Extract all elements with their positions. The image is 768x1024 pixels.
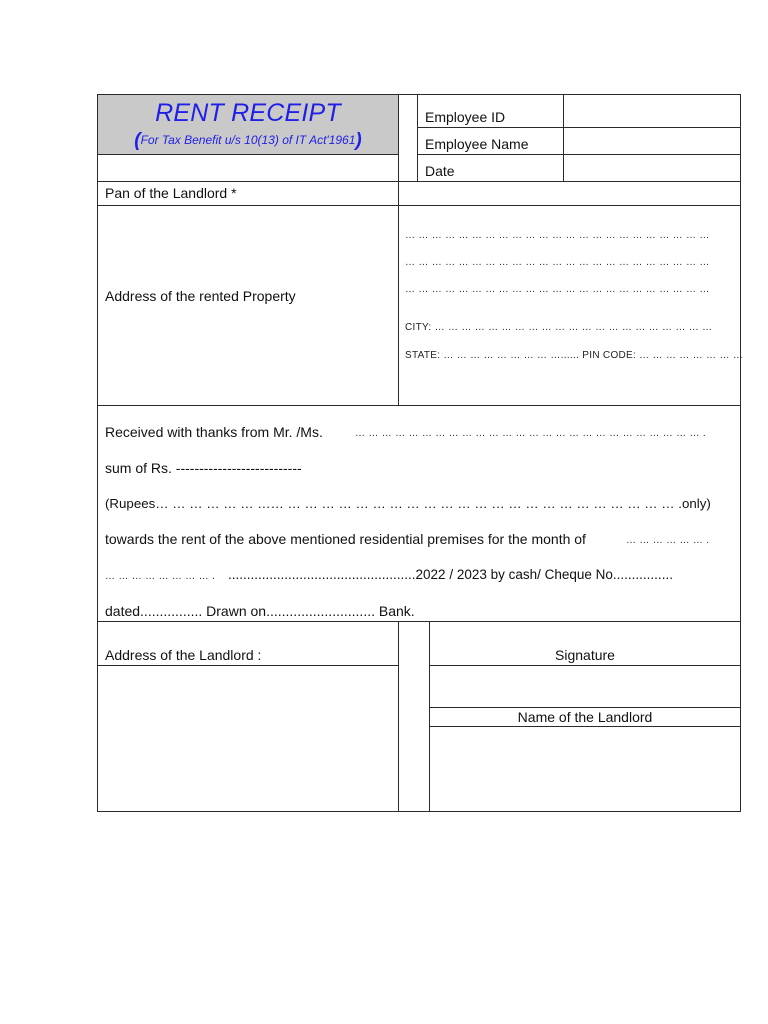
date-field[interactable] bbox=[564, 155, 740, 181]
rent-month-text: towards the rent of the above mentioned residential premises for the month of bbox=[105, 531, 586, 547]
landlord-name-field[interactable] bbox=[430, 727, 740, 811]
employee-name-field[interactable] bbox=[564, 128, 740, 154]
sum-of-rs-line[interactable]: sum of Rs. --------------------------- bbox=[105, 460, 302, 476]
subtitle-close-paren: ) bbox=[355, 130, 362, 151]
property-city-field[interactable]: CITY: … … … … … … … … … … … … … … … … … … … … … bbox=[405, 322, 713, 333]
employee-name-label: Employee Name bbox=[425, 136, 529, 152]
subtitle-open-paren: ( bbox=[134, 130, 141, 151]
pan-field[interactable] bbox=[399, 182, 740, 205]
property-state-pin-field[interactable]: STATE: … … … … … … … … …...... PIN CODE: … … … … … … … … bbox=[405, 350, 744, 361]
receipt-title: RENT RECEIPT bbox=[155, 99, 341, 127]
landlord-pan-label: Pan of the Landlord * bbox=[105, 185, 237, 201]
rent-month-field[interactable]: … … … … … … . bbox=[626, 535, 710, 546]
received-from-field[interactable]: … … … … … … … … … … … … … … … … … … … … … … … … … … . bbox=[355, 428, 706, 439]
receipt-subtitle bbox=[98, 130, 398, 152]
property-address-label: Address of the rented Property bbox=[105, 288, 296, 304]
dated-drawn-bank-line[interactable]: dated................ Drawn on............................ Bank. bbox=[105, 603, 415, 619]
signature-field[interactable] bbox=[430, 666, 740, 707]
property-address-line-1[interactable]: … … … … … … … … … … … … … … … … … … … … … … … bbox=[405, 230, 710, 241]
rent-month-continuation-field[interactable]: … … … … … … … … . bbox=[105, 571, 216, 582]
year-payment-line[interactable]: ..................................................2022 / 2023 by cash/ Cheque No................ bbox=[228, 567, 673, 582]
property-address-line-2[interactable]: … … … … … … … … … … … … … … … … … … … … … … … bbox=[405, 257, 710, 268]
signature-label: Signature bbox=[555, 647, 615, 663]
date-label: Date bbox=[425, 163, 455, 179]
property-address-line-3[interactable]: … … … … … … … … … … … … … … … … … … … … … … … bbox=[405, 284, 710, 295]
landlord-name-label: Name of the Landlord bbox=[517, 709, 653, 725]
rupees-in-words-line[interactable]: (Rupees… … … … … … …… … … … … … … … … … … … … … … … … … … … … … … … .only) bbox=[105, 496, 711, 511]
employee-id-field[interactable] bbox=[564, 95, 740, 127]
employee-id-label: Employee ID bbox=[425, 109, 506, 125]
received-from-label: Received with thanks from Mr. /Ms. bbox=[105, 424, 323, 440]
subtitle-text: For Tax Benefit u/s 10(13) of IT Act'1961 bbox=[140, 133, 356, 147]
landlord-address-field[interactable] bbox=[98, 666, 398, 811]
landlord-address-label: Address of the Landlord : bbox=[105, 647, 262, 663]
